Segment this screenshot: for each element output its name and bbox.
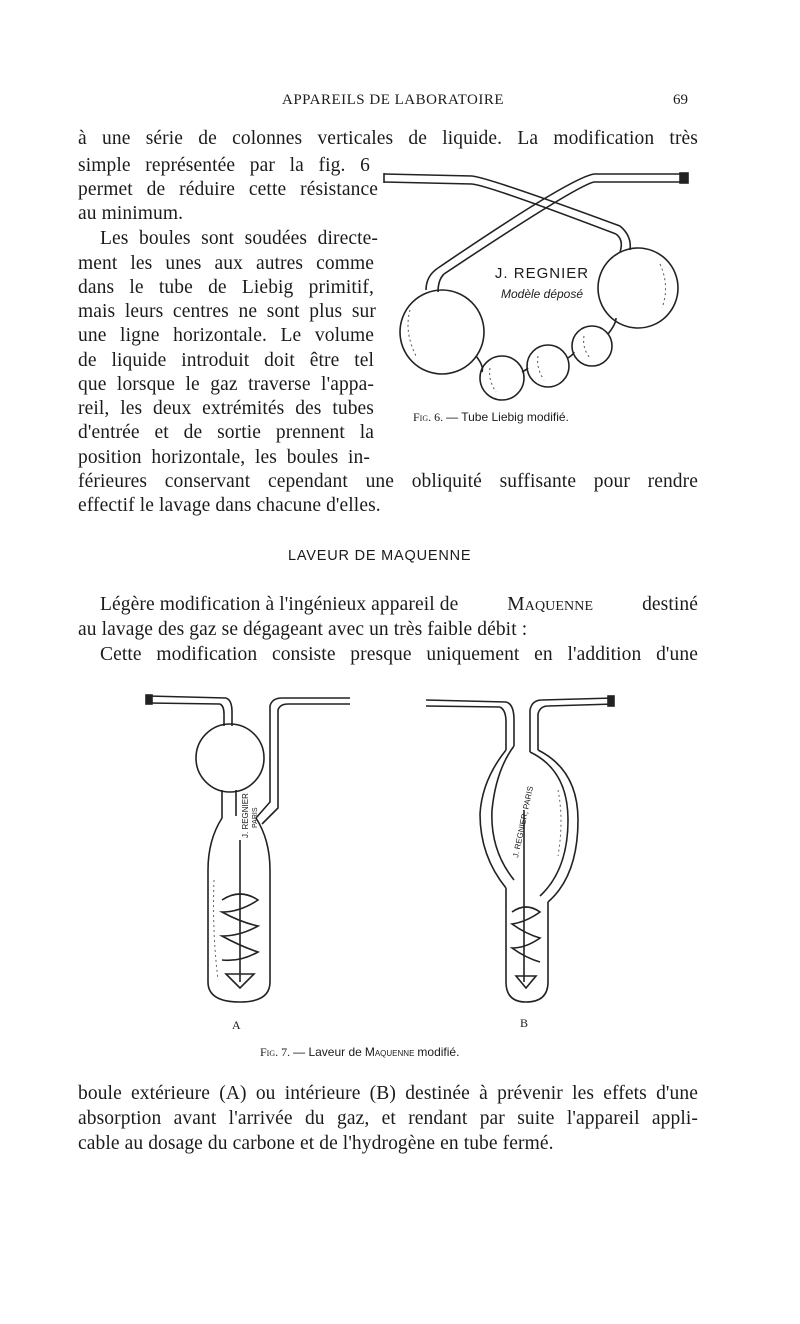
figure-7-caption-text: modifié. — [417, 1045, 460, 1059]
text-line: au lavage des gaz se dégageant avec un très faible débit : — [78, 619, 528, 640]
text-line: effectif le lavage dans chacune d'elles. — [78, 495, 381, 516]
text-line: mais leurs centres ne sont plus sur — [78, 301, 376, 322]
figure-6-maker: J. REGNIER — [494, 265, 590, 282]
text-line: que lorsque le gaz traverse l'appa- — [78, 374, 374, 395]
figure-6-caption — [413, 410, 569, 425]
figure-6-caption-label: Fig. 6. — [413, 410, 444, 424]
text-line: permet de réduire cette résistance — [78, 179, 378, 200]
text-line: au minimum. — [78, 203, 184, 224]
text-line: cable au dosage du carbone et de l'hydrogène en tube fermé. — [78, 1133, 554, 1154]
text-line: boule extérieure (A) ou intérieure (B) destinée à prévenir les effets d'une — [78, 1083, 698, 1104]
text-segment: Légère modification à l'ingénieux appareil de — [100, 594, 459, 615]
figure-7a-washer — [140, 690, 365, 1010]
text-line: une ligne horizontale. Le volume — [78, 325, 374, 346]
figure-6-mark: Modèle déposé — [500, 287, 584, 301]
text-line: férieures conservant cependant une obliquité suffisante pour rendre — [78, 471, 698, 492]
text-line: Cette modification consiste presque uniquement en l'addition d'une — [100, 644, 698, 665]
figure-7-caption-label: Fig. 7. — [260, 1045, 291, 1059]
section-title: LAVEUR DE MAQUENNE — [288, 548, 472, 564]
page-number: 69 — [673, 92, 688, 108]
figure-7-caption-name: Maquenne — [364, 1045, 415, 1059]
figure-7b-stamp: J. REGNIER, PARIS — [511, 785, 536, 859]
text-line: Les boules sont soudées directe- — [100, 228, 378, 249]
figure-7b-label: B — [520, 1016, 529, 1030]
text-line: ment les unes aux autres comme — [78, 253, 374, 274]
text-line — [100, 594, 698, 616]
author-name: Maquenne — [507, 594, 594, 615]
figure-6-caption-text: — Tube Liebig modifié. — [446, 410, 569, 424]
text-line: position horizontale, les boules in- — [78, 447, 370, 468]
text-line: à une série de colonnes verticales de liquide. La modification très — [78, 128, 698, 149]
figure-6-liebig-tube — [380, 160, 700, 415]
figure-7-caption-text: — Laveur de — [293, 1045, 362, 1059]
figure-7-caption — [260, 1045, 459, 1060]
text-line: reil, les deux extrémités des tubes — [78, 398, 374, 419]
figure-7a-label: A — [232, 1018, 241, 1032]
figure-7b-washer — [418, 690, 633, 1010]
figure-7a-stamp-maker: J. REGNIER — [241, 793, 250, 838]
text-line: dans le tube de Liebig primitif, — [78, 277, 374, 298]
running-head: APPAREILS DE LABORATOIRE — [282, 92, 505, 108]
text-line: de liquide introduit doit être tel — [78, 350, 374, 371]
text-line: d'entrée et de sortie prennent la — [78, 422, 374, 443]
figure-7a-stamp-city: PARIS — [252, 807, 259, 828]
text-line: simple représentée par la fig. 6 — [78, 155, 370, 176]
text-segment: destiné — [642, 594, 698, 615]
text-line: absorption avant l'arrivée du gaz, et rendant par suite l'appareil appli- — [78, 1108, 698, 1129]
